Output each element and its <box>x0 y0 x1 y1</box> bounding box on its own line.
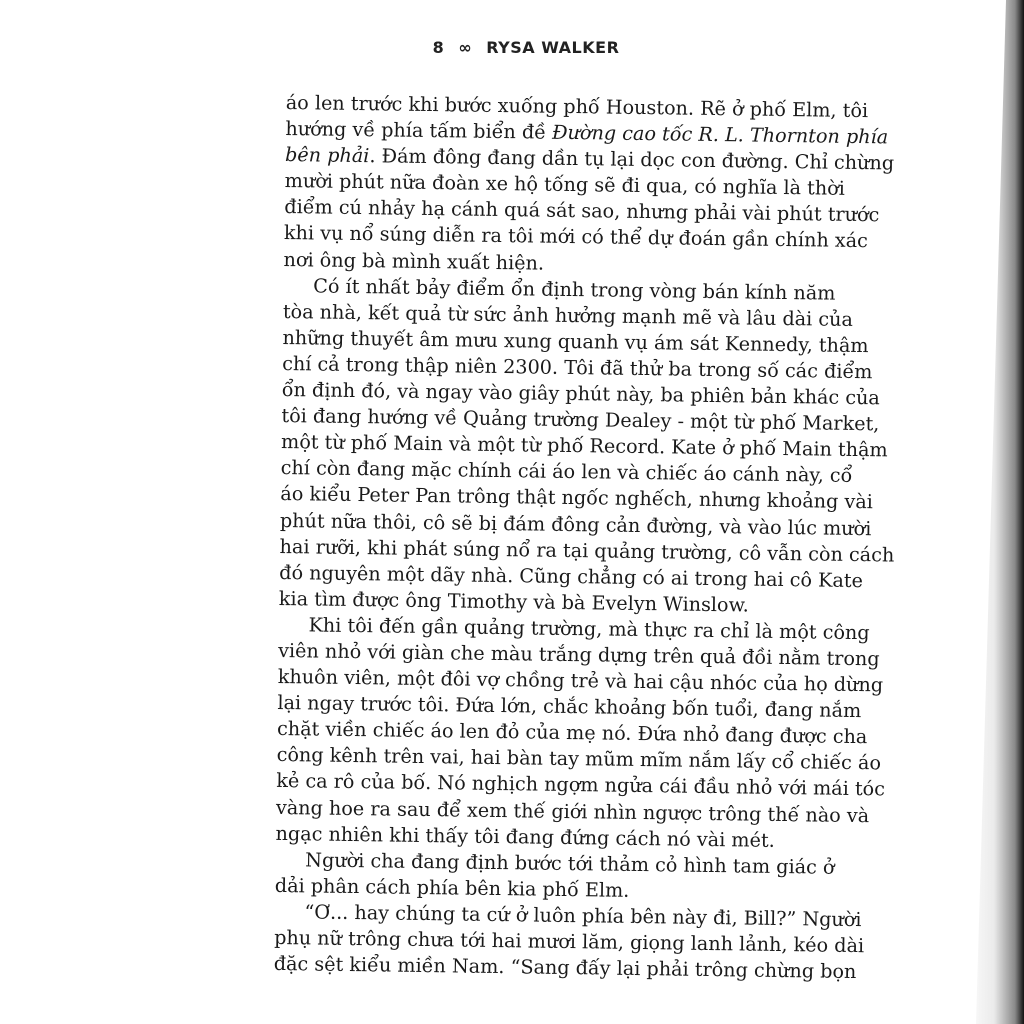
text-line: những thuyết âm mưu xung quanh vụ ám sát Kennedy, thậm <box>282 325 869 358</box>
text-line: áo kiểu Peter Pan trông thật ngốc nghếch, nhưng khoảng vài <box>280 482 874 514</box>
body-text <box>273 90 895 984</box>
text-line: “Ơ... hay chúng ta cứ ở luôn phía bên này đi, Bill?” Người <box>304 900 862 932</box>
text-run: hướng về phía tấm biển đề <box>285 117 553 144</box>
page-number: 8 <box>432 38 445 57</box>
text-line: đặc sệt kiểu miền Nam. “Sang đấy lại phải trông chừng bọn <box>273 952 857 984</box>
text-line: dải phân cách phía bên kia phố Elm. <box>274 873 630 902</box>
text-line: lại ngay trước tôi. Đứa lớn, chắc khoảng bốn tuổi, đang nắm <box>277 691 862 723</box>
text-line: tôi đang hướng về Quảng trường Dealey - một từ phố Market, <box>281 404 880 436</box>
text-line: đó nguyên một dãy nhà. Cũng chẳng có ai trong hai cô Kate <box>279 560 864 592</box>
text-line: phút nữa thôi, cô sẽ bị đám đông cản đường, và vào lúc mười <box>279 508 872 540</box>
text-line: phụ nữ trông chưa tới hai mươi lăm, giọng lanh lảnh, kéo dài <box>274 925 865 958</box>
ornament-icon: ∞ <box>458 38 473 57</box>
text-line: vàng hoe ra sau để xem thế giới nhìn ngược trông thế nào và <box>275 795 870 827</box>
text-line: Người cha đang định bước tới thảm cỏ hình tam giác ở <box>305 848 835 879</box>
text-line: hai rưỡi, khi phát súng nổ ra tại quảng trường, cô vẫn còn cách <box>279 534 895 567</box>
text-line: viên nhỏ với giàn che màu trắng dựng trên quả đồi nằm trong <box>278 638 880 671</box>
page-edge-shadow <box>964 0 1024 1024</box>
text-line: nơi ông bà mình xuất hiện. <box>283 247 545 275</box>
running-header <box>14 38 1024 57</box>
text-line: áo len trước khi bước xuống phố Houston. Rẽ ở phố Elm, tôi <box>285 90 869 123</box>
text-line: Có ít nhất bảy điểm ổn định trong vòng bán kính năm <box>313 274 836 305</box>
text-line: tòa nhà, kết quả từ sức ảnh hưởng mạnh mẽ và lâu dài của <box>282 299 854 331</box>
italic-run: bên phải <box>284 143 370 168</box>
text-run: . Đám đông đang dần tụ lại dọc con đường. Chỉ chừng <box>369 144 895 175</box>
text-line: kẻ ca rô của bố. Nó nghịch ngợm ngửa cái đầu nhỏ với mái tóc <box>276 769 886 801</box>
text-line: khuôn viên, một đôi vợ chồng trẻ và hai cậu nhóc của họ dừng <box>277 665 884 697</box>
text-line: chặt viền chiếc áo len đỏ của mẹ nó. Đứa nhỏ đang được cha <box>276 717 868 749</box>
text-line: mười phút nữa đoàn xe hộ tống sẽ đi qua, có nghĩa là thời <box>284 169 846 201</box>
text-line: công kênh trên vai, hai bàn tay mũm mĩm nắm lấy cổ chiếc áo <box>276 743 882 775</box>
italic-run: Đường cao tốc R. L. Thornton phía <box>551 120 889 149</box>
text-line: chí cả trong thập niên 2300. Tôi đã thử ba trong số các điểm <box>282 351 873 384</box>
text-line: kia tìm được ông Timothy và bà Evelyn Winslow. <box>278 586 749 617</box>
text-line: ổn định đó, và ngay vào giây phút này, ba phiên bản khác của <box>281 378 881 410</box>
text-line: một từ phố Main và một từ phố Record. Kate ở phố Main thậm <box>280 430 888 462</box>
text-line: khi vụ nổ súng diễn ra tôi mới có thể dự đoán gần chính xác <box>283 221 869 253</box>
text-line: Khi tôi đến gần quảng trường, mà thực ra chỉ là một công <box>308 613 870 645</box>
author-name: RYSA WALKER <box>486 38 620 57</box>
text-line: ngạc nhiên khi thấy tôi đang đứng cách nó vài mét. <box>275 821 775 852</box>
text-line: chí còn đang mặc chính cái áo len và chiếc áo cánh này, cổ <box>280 456 853 488</box>
text-line: điểm cú nhảy hạ cánh quá sát sao, nhưng phải vài phút trước <box>284 195 880 227</box>
